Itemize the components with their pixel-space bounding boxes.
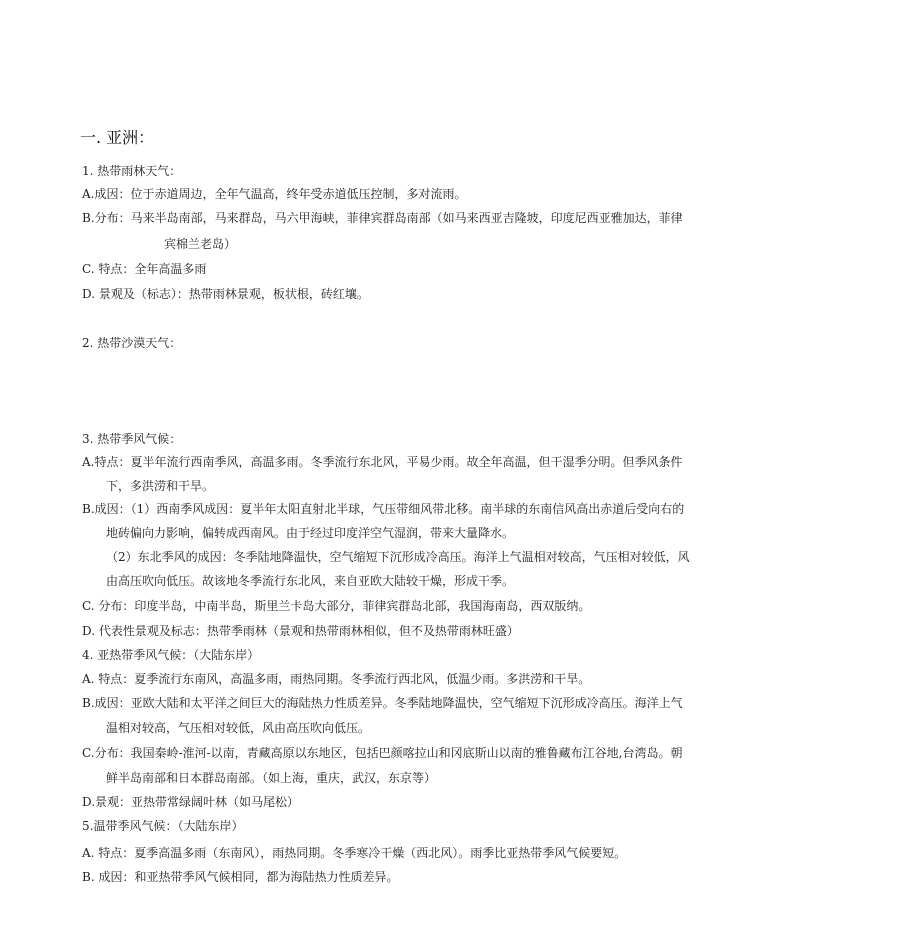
text-line: 温相对较高，气压相对较低，风由高压吹向低压。 bbox=[106, 721, 371, 735]
text-line: D.景观：亚热带常绿阔叶林（如马尾松） bbox=[82, 795, 300, 809]
text-line: B.成因：（1）西南季风成因：夏半年太阳直射北半球，气压带细风带北移。南半球的东南信风高出赤道后受向右的 bbox=[82, 502, 685, 516]
item-heading: 3. 热带季风气候： bbox=[82, 432, 182, 446]
text-line: 宾棉兰老岛） bbox=[164, 237, 237, 251]
text-line: A.特点：夏半年流行西南季风，高温多雨。冬季流行东北风，平易少雨。故全年高温，但干湿季分明。但季风条件 bbox=[82, 455, 683, 469]
text-line: D. 景观及（标志）：热带雨林景观，板状根，砖红壤。 bbox=[82, 287, 369, 301]
text-line: A. 特点：夏季高温多雨（东南风），雨热同期。冬季寒冷干燥（西北风）。雨季比亚热带季风气候要短。 bbox=[82, 846, 627, 860]
text-line: 地砖偏向力影响，偏转成西南风。由于经过印度洋空气湿润，带来大量降水。 bbox=[106, 526, 515, 540]
text-line: B. 成因：和亚热带季风气候相同，都为海陆热力性质差异。 bbox=[82, 870, 399, 884]
text-line: （2）东北季风的成因：冬季陆地降温快，空气缩短下沉形成冷高压。海洋上气温相对较高，气压相对较低，风 bbox=[106, 550, 690, 564]
item-heading: 5.温带季风气候：（大陆东岸） bbox=[82, 819, 244, 833]
section-heading: 一. 亚洲： bbox=[80, 128, 155, 147]
text-line: 下，多洪涝和干旱。 bbox=[106, 479, 215, 493]
text-line: 鲜半岛南部和日本群岛南部。（如上海，重庆，武汉，东京等） bbox=[106, 771, 437, 785]
text-line: B.成因：亚欧大陆和太平洋之间巨大的海陆热力性质差异。冬季陆地降温快，空气缩短下沉形成冷高压。海洋上气 bbox=[82, 696, 683, 710]
text-line: 由高压吹向低压。故该地冬季流行东北风，来自亚欧大陆较干燥，形成干季。 bbox=[106, 574, 515, 588]
text-line: D. 代表性景观及标志：热带季雨林（景观和热带雨林相似，但不及热带雨林旺盛） bbox=[82, 624, 519, 638]
text-line: A. 特点：夏季流行东南风，高温多雨，雨热同期。冬季流行西北风，低温少雨。多洪涝和干旱。 bbox=[82, 672, 591, 686]
text-line: A.成因：位于赤道周边，全年气温高，终年受赤道低压控制，多对流雨。 bbox=[82, 187, 467, 201]
item-heading: 4. 亚热带季风气候：（大陆东岸） bbox=[82, 648, 260, 662]
text-line: C. 特点：全年高温多雨 bbox=[82, 262, 207, 276]
text-line: C. 分布：印度半岛，中南半岛，斯里兰卡岛大部分，菲律宾群岛北部，我国海南岛，西双版纳。 bbox=[82, 599, 591, 613]
text-line: C.分布：我国秦岭-淮河-以南，青藏高原以东地区，包括巴颜喀拉山和冈底斯山以南的雅鲁藏布江谷地,台湾岛。朝 bbox=[82, 746, 683, 760]
item-heading: 2. 热带沙漠天气： bbox=[82, 336, 182, 350]
item-heading: 1. 热带雨林天气： bbox=[82, 164, 182, 178]
text-line: B.分布：马来半岛南部，马来群岛，马六甲海峡，菲律宾群岛南部（如马来西亚吉隆坡，印度尼西亚雅加达，菲律 bbox=[82, 211, 683, 225]
